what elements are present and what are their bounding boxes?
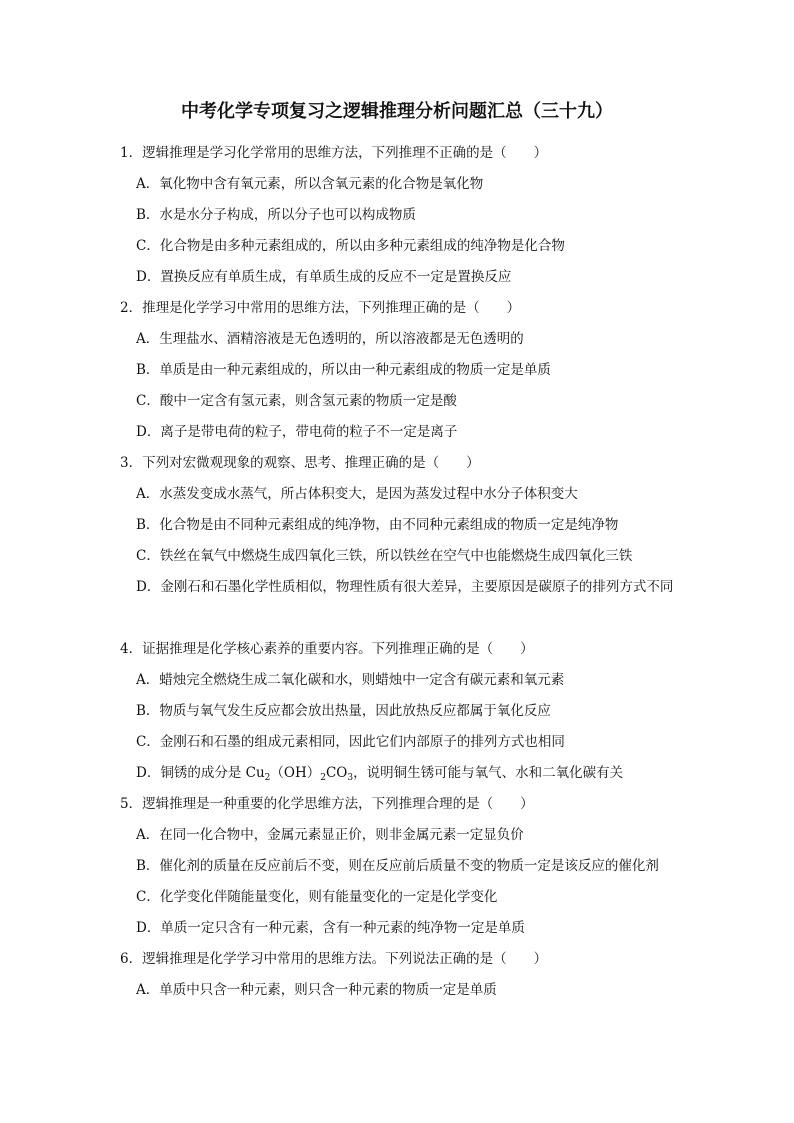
question-2-option-b: B．单质是由一种元素组成的，所以由一种元素组成的物质一定是单质 <box>136 362 551 378</box>
question-1-option-b: B．水是水分子构成，所以分子也可以构成物质 <box>136 207 416 223</box>
question-3-stem: 3．下列对宏微观现象的观察、思考、推理正确的是（ ） <box>120 455 480 471</box>
question-5-option-a: A．在同一化合物中，金属元素显正价，则非金属元素一定显负价 <box>136 827 524 843</box>
question-2-option-d: D．离子是带电荷的粒子，带电荷的粒子不一定是离子 <box>136 424 458 440</box>
question-2-option-c: C．酸中一定含有氢元素，则含氢元素的物质一定是酸 <box>136 393 457 409</box>
question-4-option-b: B．物质与氧气发生反应都会放出热量，因此放热反应都属于氧化反应 <box>136 703 551 719</box>
question-1-option-a: A．氧化物中含有氧元素，所以含氧元素的化合物是氧化物 <box>136 176 484 192</box>
page-title: 中考化学专项复习之逻辑推理分析问题汇总（三十九） <box>181 101 613 122</box>
question-list <box>120 143 680 1011</box>
question-6-option-a: A．单质中只含一种元素，则只含一种元素的物质一定是单质 <box>136 982 497 998</box>
question-3-option-c: C．铁丝在氧气中燃烧生成四氧化三铁，所以铁丝在空气中也能燃烧生成四氧化三铁 <box>136 548 633 564</box>
question-4-option-c: C．金刚石和石墨的组成元素相同，因此它们内部原子的排列方式也相同 <box>136 734 565 750</box>
question-4-option-a: A．蜡烛完全燃烧生成二氧化碳和水，则蜡烛中一定含有碳元素和氧元素 <box>136 672 565 688</box>
question-3-option-a: A．水蒸发变成水蒸气，所占体积变大，是因为蒸发过程中水分子体积变大 <box>136 486 578 502</box>
question-2-option-a: A．生理盐水、酒精溶液是无色透明的，所以溶液都是无色透明的 <box>136 331 524 347</box>
question-5-option-d: D．单质一定只含有一种元素，含有一种元素的纯净物一定是单质 <box>136 920 525 936</box>
question-3-option-d: D．金刚石和石墨化学性质相似，物理性质有很大差异，主要原因是碳原子的排列方式不同 <box>136 579 674 595</box>
question-5-option-c: C．化学变化伴随能量变化，则有能量变化的一定是化学变化 <box>136 889 498 905</box>
question-5-stem: 5．逻辑推理是一种重要的化学思维方法，下列推理合理的是（ ） <box>120 796 534 812</box>
question-1-option-c: C．化合物是由多种元素组成的，所以由多种元素组成的纯净物是化合物 <box>136 238 565 254</box>
question-3-option-b: B．化合物是由不同种元素组成的纯净物，由不同种元素组成的物质一定是纯净物 <box>136 517 619 533</box>
question-5-option-b: B．催化剂的质量在反应前后不变，则在反应前后质量不变的物质一定是该反应的催化剂 <box>136 858 659 874</box>
question-4-stem: 4．证据推理是化学核心素养的重要内容。下列推理正确的是（ ） <box>120 641 534 657</box>
question-1-option-d: D．置换反应有单质生成，有单质生成的反应不一定是置换反应 <box>136 269 512 285</box>
question-6-stem: 6．逻辑推理是化学学习中常用的思维方法。下列说法正确的是（ ） <box>120 951 548 967</box>
question-4-option-d: D．铜锈的成分是 $Cu_2(OH)_2CO_3$，说明铜生锈可能与氧气、水和二氧化碳有关 <box>136 765 624 783</box>
question-1-stem: 1．逻辑推理是学习化学常用的思维方法，下列推理不正确的是（ ） <box>120 145 548 161</box>
question-2-stem: 2．推理是化学学习中常用的思维方法，下列推理正确的是（ ） <box>120 300 521 316</box>
